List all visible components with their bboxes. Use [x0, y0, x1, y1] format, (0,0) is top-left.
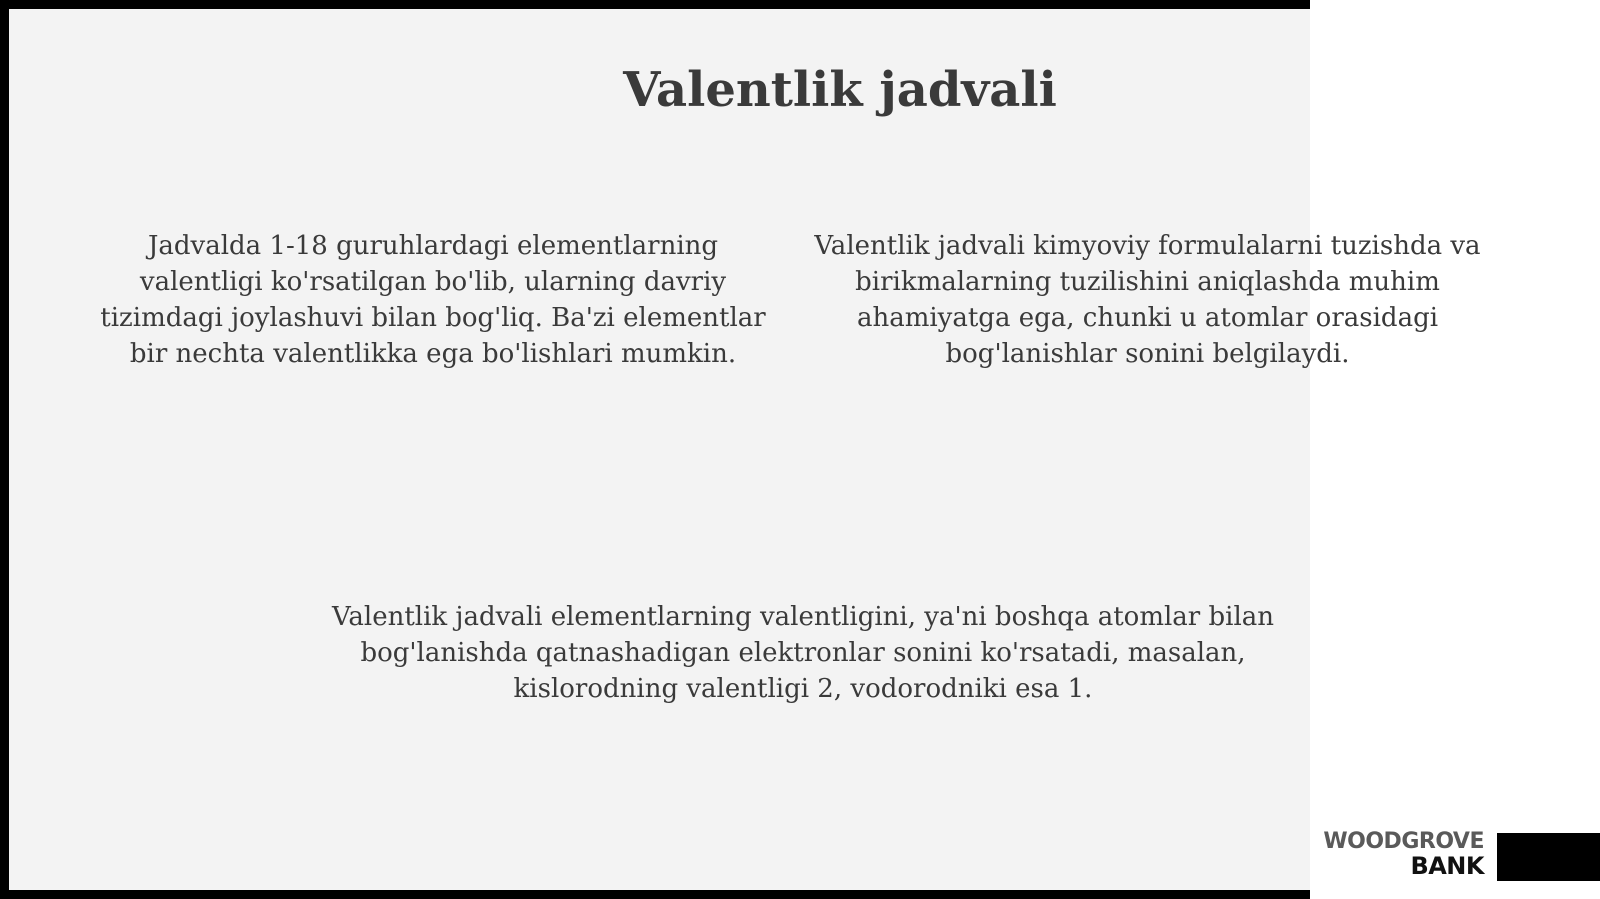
logo-line-1: WOODGROVE	[1323, 829, 1484, 854]
slide-panel	[9, 9, 1310, 890]
slide-title: Valentlik jadvali	[623, 62, 1057, 118]
left-text-block: Jadvalda 1-18 guruhlardagi elementlarning valentligi ko'rsatilgan bo'lib, ularning davriy tizimdagi joylashuvi bilan bog'liq. Ba'zi elementlar bir nechta valentlikka ega bo'lishlari mumkin.	[100, 231, 766, 369]
logo-line-2: BANK	[1410, 852, 1484, 880]
logo-black-block	[1497, 833, 1600, 881]
frame-left-border	[0, 0, 9, 899]
frame-top-border	[0, 0, 1310, 9]
right-text-block: Valentlik jadvali kimyoviy formulalarni tuzishda va birikmalarning tuzilishini aniqlashda muhim ahamiyatga ega, chunki u atomlar orasidagi bog'lanishlar sonini belgilaydi.	[814, 231, 1481, 369]
bottom-text-block: Valentlik jadvali elementlarning valentligini, ya'ni boshqa atomlar bilan bog'lanishda qatnashadigan elektronlar sonini ko'rsatadi, masalan, kislorodning valentligi 2, vodorodniki esa 1.	[331, 602, 1275, 704]
frame-bottom-border	[0, 890, 1310, 899]
woodgrove-bank-logo	[1312, 830, 1484, 880]
